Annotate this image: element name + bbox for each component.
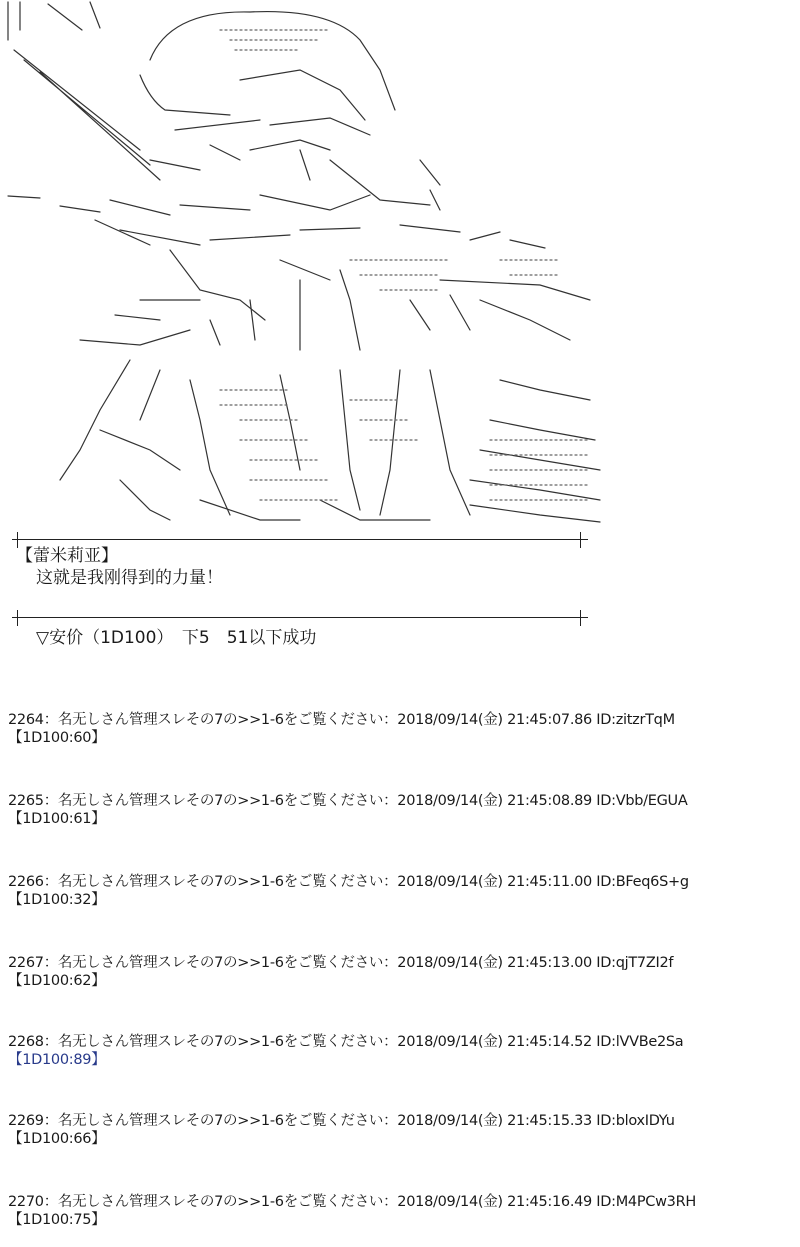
post-2268 [8,1033,683,1069]
dialogue-line: 这就是我刚得到的力量！ [36,568,223,588]
dice-result: 【1D100:32】 [8,892,106,908]
post-header: 2270：名无しさん管理スレその7の>>1-6をご覧ください：2018/09/14(金) 21:45:16.49 ID:M4PCw3RH [8,1194,696,1210]
post-header: 2265：名无しさん管理スレその7の>>1-6をご覧ください：2018/09/14(金) 21:45:08.89 ID:Vbb/EGUA [8,793,688,809]
post-header: 2267：名无しさん管理スレその7の>>1-6をご覧ください：2018/09/14(金) 21:45:13.00 ID:qjT7ZI2f [8,955,674,971]
speaker-name: 【蕾米莉亚】 [16,546,118,566]
post-2270 [8,1193,696,1229]
divider-bottom [12,608,588,628]
post-header: 2264：名无しさん管理スレその7の>>1-6をご覧ください：2018/09/14(金) 21:45:07.86 ID:zitzrTqM [8,712,675,728]
post-2265 [8,792,687,828]
post-2266 [8,873,689,909]
dice-result: 【1D100:62】 [8,973,106,989]
ascii-art-illustration [0,0,620,530]
roll-prompt: ▽安价（1D100） 下5 51以下成功 [36,628,317,648]
dice-result: 【1D100:89】 [8,1052,106,1068]
dice-result: 【1D100:61】 [8,811,106,827]
dice-result: 【1D100:60】 [8,730,106,746]
post-header: 2269：名无しさん管理スレその7の>>1-6をご覧ください：2018/09/14(金) 21:45:15.33 ID:bloxIDYu [8,1113,675,1129]
post-2264 [8,711,675,747]
dice-result: 【1D100:75】 [8,1212,106,1228]
dice-result: 【1D100:66】 [8,1131,106,1147]
post-header: 2268：名无しさん管理スレその7の>>1-6をご覧ください：2018/09/14(金) 21:45:14.52 ID:lVVBe2Sa [8,1034,684,1050]
post-2269 [8,1112,675,1148]
post-header: 2266：名无しさん管理スレその7の>>1-6をご覧ください：2018/09/14(金) 21:45:11.00 ID:BFeq6S+g [8,874,689,890]
post-2267 [8,954,673,990]
